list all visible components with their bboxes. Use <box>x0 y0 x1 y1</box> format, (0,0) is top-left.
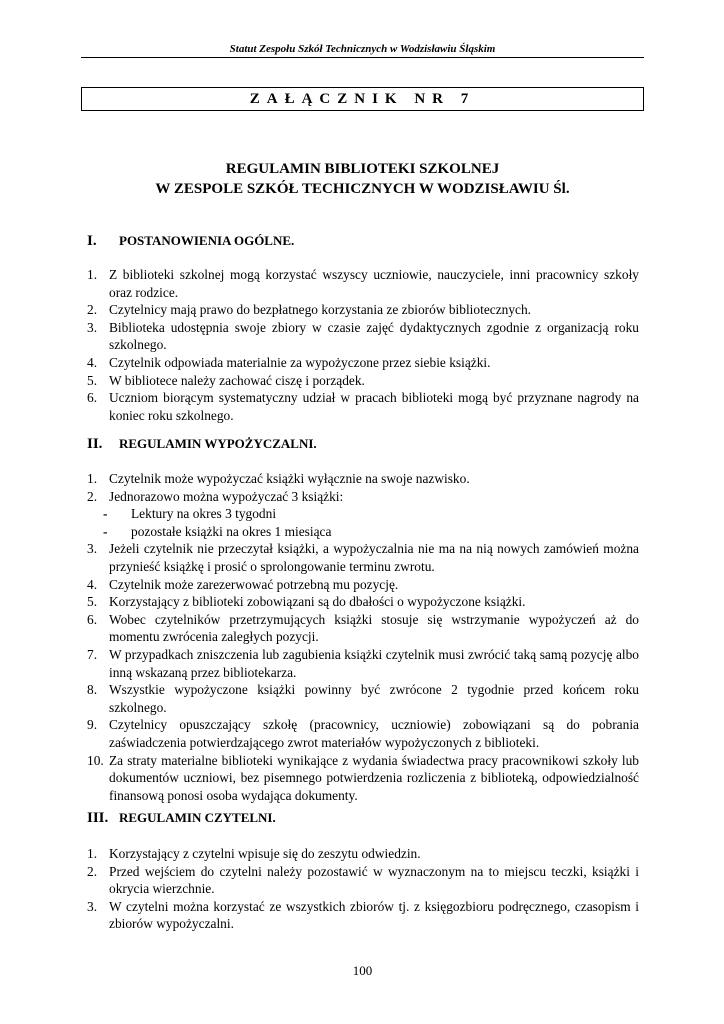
item-number: 8. <box>87 682 98 698</box>
item-text: Przed wejściem do czytelni należy pozostawić w wyznaczonym na to miejscu teczki, książki i okrycia wierzchnie. <box>109 863 639 897</box>
item-number: 2. <box>87 488 98 504</box>
list-item <box>87 319 639 354</box>
item-number: 5. <box>87 594 98 610</box>
section-3-list <box>87 845 639 933</box>
item-number: 3. <box>87 319 98 335</box>
section-title: POSTANOWIENIA OGÓLNE. <box>119 233 295 248</box>
item-text: Biblioteka udostępnia swoje zbiory w czasie zajęć dydaktycznych zgodnie z organizacją roku szkolnego. <box>109 319 639 353</box>
list-item <box>87 540 639 575</box>
item-text: Jeżeli czytelnik nie przeczytał książki, a wypożyczalnia nie ma na nią nowych zamówień można przynieść książkę i prosić o sprolongowanie terminu zwrotu. <box>109 541 639 574</box>
item-number: 1. <box>87 471 98 486</box>
item-text: Korzystający z biblioteki zobowiązani są do dbałości o wypożyczone książki. <box>109 594 526 610</box>
annex-label: ZAŁĄCZNIK NR 7 <box>249 90 476 107</box>
list-item <box>87 389 639 424</box>
running-header: Statut Zespołu Szkół Technicznych w Wodzisławiu Śląskim <box>229 43 496 55</box>
sub-list-item <box>87 523 639 541</box>
section-2-heading <box>87 436 317 453</box>
list-item <box>87 576 639 594</box>
item-number: 9. <box>87 717 98 733</box>
list-item <box>87 593 639 611</box>
section-numeral: II. <box>87 436 103 452</box>
section-1-list <box>87 266 639 424</box>
item-number: 3. <box>87 541 98 557</box>
item-text: Uczniom biorącym systematyczny udział w pracach biblioteki mogą być przyznane nagrody na koniec roku szkolnego. <box>109 390 639 423</box>
section-numeral: III. <box>87 810 109 826</box>
section-2-list <box>87 470 639 804</box>
section-1-heading <box>87 233 294 250</box>
item-number: 5. <box>87 372 98 388</box>
item-number: 6. <box>87 390 98 406</box>
item-text: Czytelnik może zarezerwować potrzebną mu pozycję. <box>109 576 399 592</box>
item-text: Z biblioteki szkolnej mogą korzystać wszyscy uczniowie, nauczyciele, inni pracownicy szkoły oraz rodzice. <box>109 267 639 300</box>
list-item <box>87 752 639 805</box>
list-item <box>87 354 639 372</box>
sub-list-item <box>87 505 639 523</box>
annex-label-box <box>81 87 644 111</box>
dash-bullet: - <box>103 506 108 522</box>
list-item <box>87 681 639 716</box>
document-title <box>81 159 644 199</box>
item-number: 1. <box>87 267 98 282</box>
page-number: 100 <box>352 963 373 978</box>
list-item <box>87 898 639 933</box>
header-divider <box>81 57 644 58</box>
title-line-2: W ZESPOLE SZKÓŁ TECHICZNYCH W WODZISŁAWIU Śl. <box>155 181 570 197</box>
item-number: 10. <box>87 752 104 768</box>
item-text: Czytelnik może wypożyczać książki wyłącznie na swoje nazwisko. <box>109 471 470 486</box>
item-text: W bibliotece należy zachować ciszę i porządek. <box>109 372 365 388</box>
item-text: Korzystający z czytelni wpisuje się do zeszytu odwiedzin. <box>109 846 421 861</box>
item-text: Wobec czytelników przetrzymujących książki stosuje się wstrzymanie wypożyczeń aż do momentu zwrócenia zaległych pozycji. <box>109 611 639 645</box>
list-item <box>87 716 639 751</box>
item-text: W czytelni można korzystać ze wszystkich zbiorów tj. z księgozbioru podręcznego, czasopism i zbiorów wypożyczalni. <box>109 898 639 932</box>
item-text: Czytelnicy mają prawo do bezpłatnego korzystania ze zbiorów bibliotecznych. <box>109 302 532 318</box>
item-text: Wszystkie wypożyczone książki powinny być zwrócone 2 tygodnie przed końcem roku szkolnego. <box>109 682 639 715</box>
list-item <box>87 301 639 319</box>
item-number: 1. <box>87 846 98 861</box>
title-line-1: REGULAMIN BIBLIOTEKI SZKOLNEJ <box>225 161 500 177</box>
item-text: Czytelnik odpowiada materialnie za wypożyczone przez siebie książki. <box>109 354 491 370</box>
sub-item-text: pozostałe książki na okres 1 miesiąca <box>131 523 332 539</box>
item-text: Jednorazowo można wypożyczać 3 książki: <box>109 488 344 504</box>
list-item <box>87 646 639 681</box>
list-item <box>87 845 639 863</box>
section-title: REGULAMIN CZYTELNI. <box>119 810 276 825</box>
item-text: Czytelnicy opuszczający szkołę (pracownicy, uczniowie) zobowiązani są do pobrania zaświadczenia potwierdzającego zwrot materiałów wypożyczonych z biblioteki. <box>109 717 639 750</box>
item-number: 6. <box>87 611 98 627</box>
item-number: 3. <box>87 898 98 914</box>
section-title: REGULAMIN WYPOŻYCZALNI. <box>119 436 317 451</box>
dash-bullet: - <box>103 523 108 539</box>
sub-item-text: Lektury na okres 3 tygodni <box>131 506 277 522</box>
item-number: 4. <box>87 354 98 370</box>
item-number: 4. <box>87 576 98 592</box>
list-item <box>87 470 639 488</box>
item-number: 2. <box>87 863 98 879</box>
item-text: Za straty materialne biblioteki wynikające z wydania świadectwa pracy pracownikowi szkoły lub dokumentów uczniowi, bez pisemnego potwierdzenia rozliczenia z biblioteką, odpowiedzialność finansową ponosi osoba wydająca dokumenty. <box>109 752 639 803</box>
list-item <box>87 372 639 390</box>
item-number: 7. <box>87 646 98 662</box>
section-3-heading <box>87 810 276 827</box>
list-item <box>87 266 639 301</box>
item-text: W przypadkach zniszczenia lub zagubienia książki czytelnik musi zwrócić taką samą pozycję albo inną wskazaną przez bibliotekarza. <box>109 646 639 680</box>
list-item <box>87 863 639 898</box>
item-number: 2. <box>87 302 98 318</box>
list-item <box>87 611 639 646</box>
section-numeral: I. <box>87 233 97 249</box>
list-item <box>87 488 639 506</box>
